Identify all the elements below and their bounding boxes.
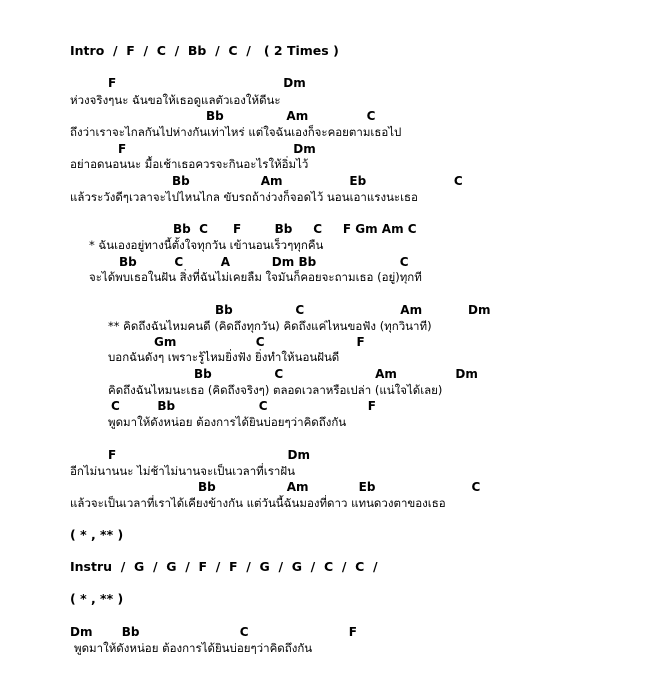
chord-line: Bb C F Bb C F Gm Am C: [173, 222, 417, 236]
repeat-marker: ( * , ** ): [70, 591, 124, 606]
lyric-line: บอกฉันดังๆ เพราะรู้ไหมยิ่งฟัง ยิ่งทำให้นอนฝันดี: [108, 350, 340, 364]
chord-line: Bb C A Dm Bb C: [119, 255, 409, 269]
lyric-line: จะได้พบเธอในฝัน สิ่งที่ฉันไม่เคยลืม ใจมันก็คอยจะถามเธอ (อยู่)ทุกที: [89, 270, 422, 284]
chord-line: C Bb C F: [111, 399, 376, 413]
chord-line: F Dm: [108, 76, 306, 90]
chord-line: Bb Am Eb C: [198, 480, 481, 494]
lyric-line: พูดมาให้ดังหน่อย ต้องการได้ยินบ่อยๆว่าคิดถึงกัน: [108, 415, 347, 429]
lyric-line: อีกไม่นานนะ ไม่ช้าไม่นานจะเป็นเวลาที่เราฝัน: [70, 464, 295, 478]
instru-line: Instru / G / G / F / F / G / G / C / C /: [70, 559, 378, 574]
lyric-line: พูดมาให้ดังหน่อย ต้องการได้ยินบ่อยๆว่าคิดถึงกัน: [74, 641, 313, 655]
chord-line: Dm Bb C F: [70, 625, 357, 639]
lyric-line: * ฉันเองอยู่ทางนี้ตั้งใจทุกวัน เข้านอนเร็วๆทุกคืน: [89, 238, 324, 252]
lyric-line: ถึงว่าเราจะไกลกันไปห่างกันเท่าไหร่ แต่ใจฉันเองก็จะคอยตามเธอไป: [70, 125, 402, 139]
chord-line: F Dm: [118, 142, 316, 156]
chord-line: Bb C Am Dm: [194, 367, 478, 381]
lyric-line: แล้วจะเป็นเวลาที่เราได้เคียงข้างกัน แต่วันนี้ฉันมองที่ดาว แทนดวงตาของเธอ: [70, 496, 446, 510]
lyric-line: คิดถึงฉันไหมนะเธอ (คิดถึงจริงๆ) ตลอดเวลาหรือเปล่า (แน่ใจได้เลย): [108, 383, 443, 397]
repeat-marker: ( * , ** ): [70, 527, 124, 542]
lyric-line: แล้วระวังดีๆเวลาจะไปไหนไกล ขับรถถ้าง่วงก็จอดไว้ นอนเอาแรงนะเธอ: [70, 190, 418, 204]
chord-line: Bb C Am Dm: [215, 303, 491, 317]
intro-line: Intro / F / C / Bb / C / ( 2 Times ): [70, 43, 339, 58]
chord-line: Bb Am C: [206, 109, 376, 123]
chord-line: Gm C F: [154, 335, 365, 349]
lyric-line: อย่าอดนอนนะ มื้อเช้าเธอควรจะกินอะไรให้อิ่มไว้: [70, 157, 309, 171]
lyric-line: ** คิดถึงฉันไหมคนดี (คิดถึงทุกวัน) คิดถึงแค่ไหนขอฟัง (ทุกวินาที): [108, 319, 432, 333]
chord-line: Bb Am Eb C: [172, 174, 463, 188]
chord-line: F Dm: [108, 448, 310, 462]
lyric-line: ห่วงจริงๆนะ ฉันขอให้เธอดูแลตัวเองให้ดีนะ: [70, 93, 281, 107]
